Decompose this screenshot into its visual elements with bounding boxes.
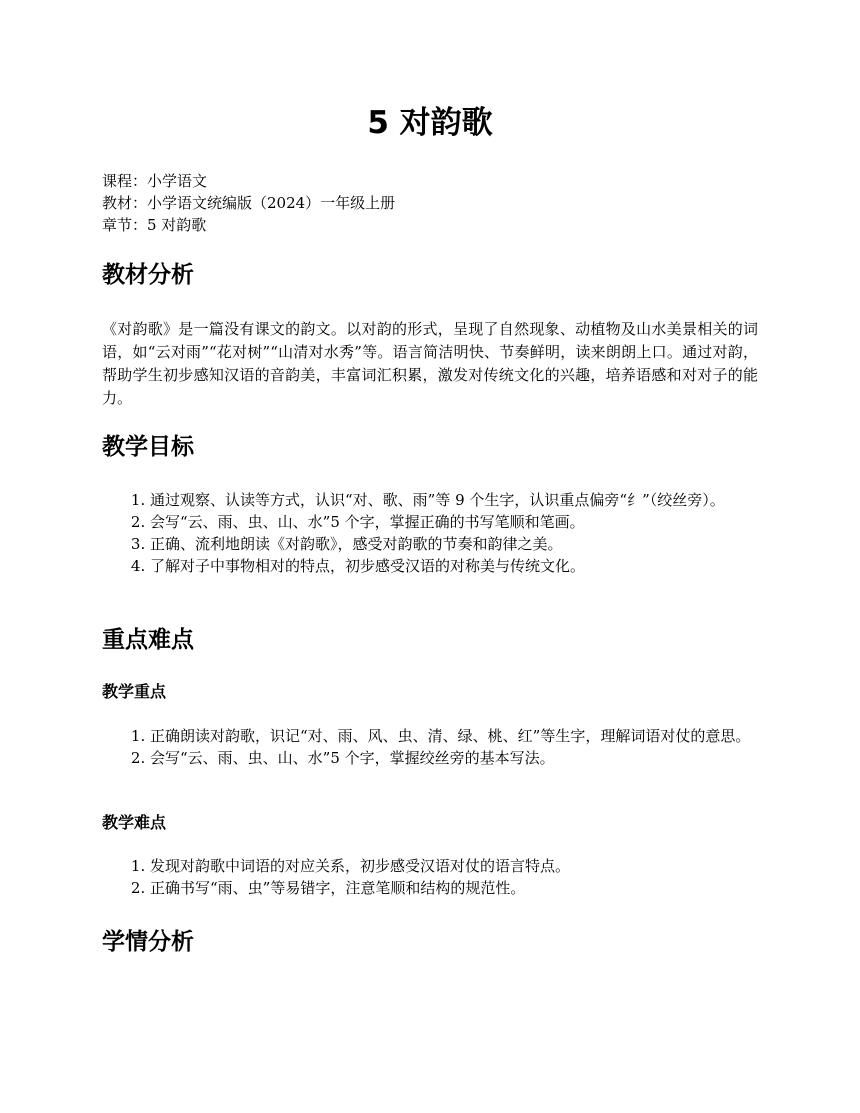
difficulty-list xyxy=(102,855,758,899)
list-item: 2. 会写“云、雨、虫、山、水”5 个字，掌握绞丝旁的基本写法。 xyxy=(150,747,758,769)
meta-info xyxy=(102,170,395,236)
meta-course: 课程：小学语文 xyxy=(102,172,208,190)
list-item: 1. 通过观察、认读等方式，认识“对、歌、雨”等 9 个生字，认识重点偏旁“纟”（绞丝旁）。 xyxy=(150,489,758,511)
section-heading-analysis: 教材分析 xyxy=(102,262,194,288)
subheading-difficulty: 教学难点 xyxy=(102,813,167,832)
list-item: 3. 正确、流利地朗读《对韵歌》，感受对韵歌的节奏和韵律之美。 xyxy=(150,533,758,555)
section-heading-learning: 学情分析 xyxy=(102,929,194,955)
section-heading-goals: 教学目标 xyxy=(102,434,194,460)
meta-textbook: 教材：小学语文统编版（2024）一年级上册 xyxy=(102,194,396,212)
list-item: 2. 正确书写“雨、虫”等易错字，注意笔顺和结构的规范性。 xyxy=(150,877,758,899)
analysis-paragraph: 《对韵歌》是一篇没有课文的韵文。以对韵的形式，呈现了自然现象、动植物及山水美景相关的词语，如“云对雨”“花对树”“山清对水秀”等。语言简洁明快、节奏鲜明，读来朗朗上口。通过对韵，帮助学生初步感知汉语的音韵美，丰富词汇积累，激发对传统文化的兴趣，培养语感和对对子的能力。 xyxy=(102,320,758,407)
list-item: 2. 会写“云、雨、虫、山、水”5 个字，掌握正确的书写笔顺和笔画。 xyxy=(150,511,758,533)
focus-list xyxy=(102,725,758,769)
subheading-focus: 教学重点 xyxy=(102,682,167,701)
section-heading-key-points: 重点难点 xyxy=(102,627,194,653)
meta-chapter: 章节：5 对韵歌 xyxy=(102,216,207,234)
list-item: 1. 发现对韵歌中词语的对应关系，初步感受汉语对仗的语言特点。 xyxy=(150,855,758,877)
goals-list xyxy=(102,489,758,577)
list-item: 4. 了解对子中事物相对的特点，初步感受汉语的对称美与传统文化。 xyxy=(150,555,758,577)
page-title: 5 对韵歌 xyxy=(367,105,493,141)
list-item: 1. 正确朗读对韵歌，识记“对、雨、风、虫、清、绿、桃、红”等生字，理解词语对仗的意思。 xyxy=(150,725,758,747)
